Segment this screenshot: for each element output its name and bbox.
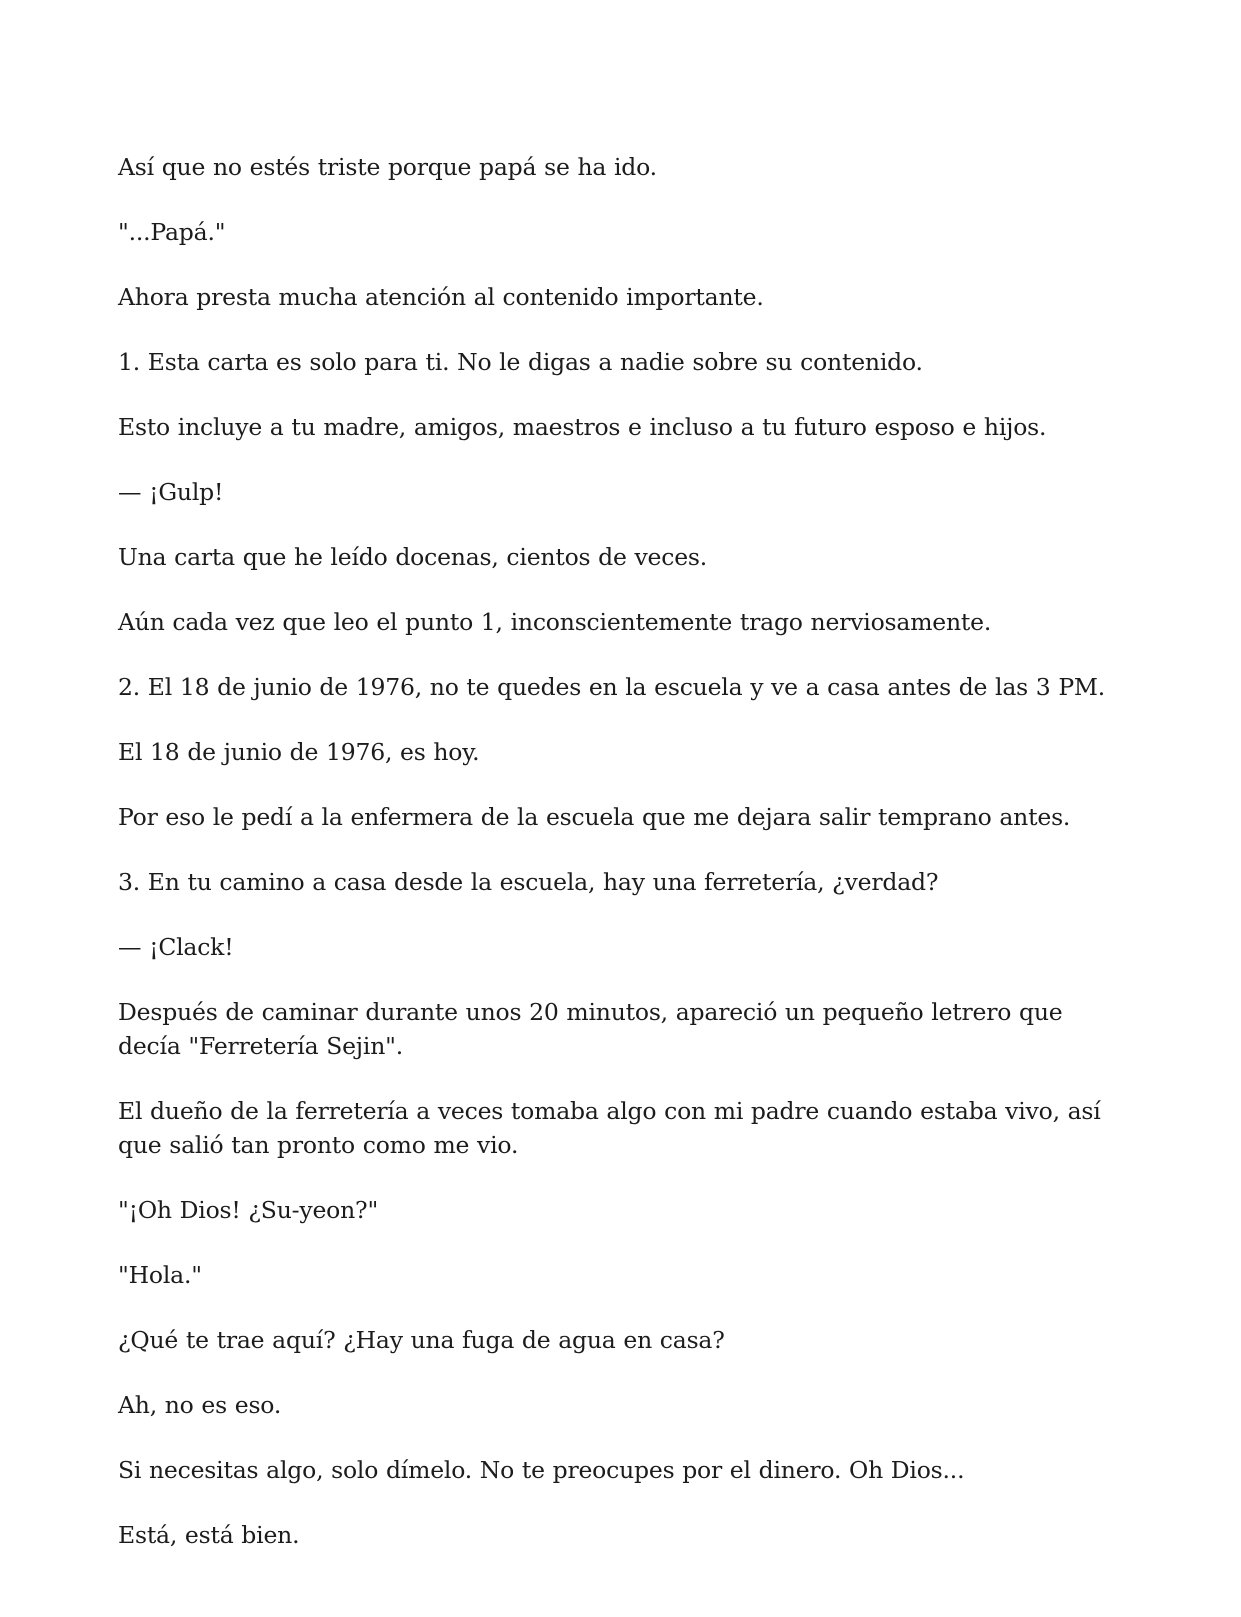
paragraph: Si necesitas algo, solo dímelo. No te preocupes por el dinero. Oh Dios... — [118, 1456, 965, 1484]
paragraph: Está, está bien. — [118, 1521, 300, 1549]
paragraph: "¡Oh Dios! ¿Su-yeon?" — [118, 1196, 379, 1224]
paragraph: Después de caminar durante unos 20 minutos, apareció un pequeño letrero que decía "Ferretería Sejin". — [118, 998, 1063, 1060]
paragraph: — ¡Clack! — [118, 933, 234, 961]
paragraph: 1. Esta carta es solo para ti. No le digas a nadie sobre su contenido. — [118, 348, 923, 376]
paragraph: "Hola." — [118, 1261, 202, 1289]
paragraph: El 18 de junio de 1976, es hoy. — [118, 738, 480, 766]
paragraph: Así que no estés triste porque papá se ha ido. — [118, 153, 657, 181]
paragraph: 3. En tu camino a casa desde la escuela, hay una ferretería, ¿verdad? — [118, 868, 939, 896]
paragraph: Esto incluye a tu madre, amigos, maestros e incluso a tu futuro esposo e hijos. — [118, 413, 1047, 441]
paragraph: "...Papá." — [118, 218, 226, 246]
paragraph: Una carta que he leído docenas, cientos de veces. — [118, 543, 708, 571]
paragraph: — ¡Gulp! — [118, 478, 224, 506]
paragraph: ¿Qué te trae aquí? ¿Hay una fuga de agua en casa? — [118, 1326, 725, 1354]
paragraph: El dueño de la ferretería a veces tomaba algo con mi padre cuando estaba vivo, así que salió tan pronto como me vio. — [118, 1097, 1101, 1159]
paragraph: Por eso le pedí a la enfermera de la escuela que me dejara salir temprano antes. — [118, 803, 1071, 831]
paragraph: Aún cada vez que leo el punto 1, inconscientemente trago nerviosamente. — [118, 608, 992, 636]
text-body — [118, 150, 1128, 1583]
paragraph: Ah, no es eso. — [118, 1391, 282, 1419]
paragraph: 2. El 18 de junio de 1976, no te quedes en la escuela y ve a casa antes de las 3 PM. — [118, 673, 1106, 701]
paragraph: Ahora presta mucha atención al contenido importante. — [118, 283, 764, 311]
